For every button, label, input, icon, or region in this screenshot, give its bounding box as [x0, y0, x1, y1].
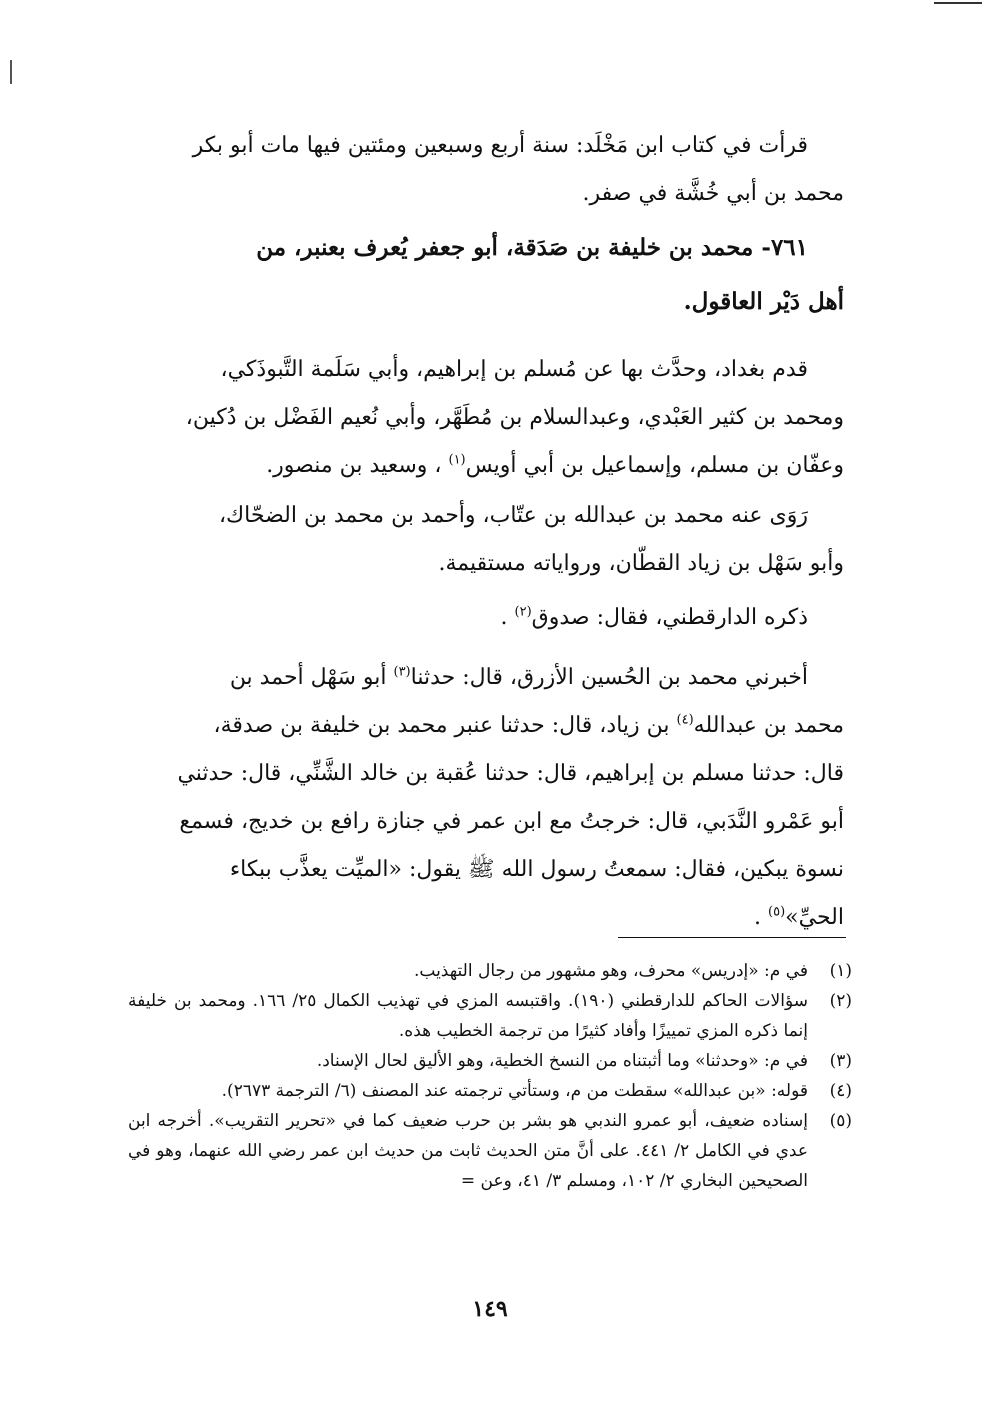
footnote-number: (٢)	[829, 991, 852, 1011]
hadith-line-6a: الحيِّ»	[785, 905, 844, 930]
footnote-2	[128, 986, 852, 1046]
bio-line-3	[128, 442, 844, 490]
footnote-1	[128, 956, 852, 986]
footnote-ref-3: (٣)	[393, 664, 411, 680]
footnote-3	[128, 1046, 852, 1076]
footnote-ref-2: (٢)	[514, 604, 532, 620]
footnote-5	[128, 1106, 852, 1196]
footnote-text: سؤالات الحاكم للدارقطني (١٩٠). واقتبسه المزي في تهذيب الكمال ٢٥/ ١٦٦. ومحمد بن خليفة إنما ذكره المزي تمييزًا وأفاد كثيرًا من ترجمة الخطيب هذه.	[128, 991, 808, 1041]
footnote-text: قوله: «بن عبدالله» سقطت من م، وستأتي ترجمته عند المصنف (٦/ الترجمة ٢٦٧٣).	[221, 1081, 808, 1101]
grading-line	[128, 594, 844, 642]
bio-line-3-end: ، وسعيد بن منصور.	[266, 453, 442, 478]
footnote-ref-5: (٥)	[768, 904, 786, 920]
hadith-line-2b: بن زياد، قال: حدثنا عنبر محمد بن خليفة بن صدقة،	[213, 713, 670, 738]
hadith-line-6	[128, 894, 844, 942]
footnote-ref-4: (٤)	[676, 712, 694, 728]
intro-line-2: محمد بن أبي خُشَّة في صفر.	[582, 181, 844, 206]
footnote-ref-1: (١)	[448, 452, 466, 468]
footnote-text: إسناده ضعيف، أبو عمرو الندبي هو بشر بن حرب ضعيف كما في «تحرير التقريب». أخرجه ابن عدي في الكامل ٢/ ٤٤١. على أنَّ متن الحديث ثابت من حديث ابن عمر رضي الله عنهما، وهو في الصحيحين البخاري ٢/ ١٠٢، ومسلم ٣/ ٤١، وعن =	[128, 1111, 808, 1191]
hadith-paragraph	[128, 654, 844, 942]
footnote-number: (١)	[829, 961, 852, 981]
page-number: ١٤٩	[472, 1296, 508, 1322]
grading-end: .	[500, 605, 508, 630]
hadith-line-2	[128, 702, 844, 750]
entry-heading-line-1: ٧٦١- محمد بن خليفة بن صَدَقة، أبو جعفر يُعرف بعنبر، من	[256, 234, 808, 261]
hadith-line-1a: أخبرني محمد بن الحُسين الأزرق، قال: حدثنا	[410, 665, 808, 690]
footnote-text: في م: «إدريس» محرف، وهو مشهور من رجال التهذيب.	[413, 961, 808, 981]
bio-line-2: ومحمد بن كثير العَبْدي، وعبدالسلام بن مُطَهَّر، وأبي نُعيم الفَضْل بن دُكين،	[185, 405, 844, 430]
scan-edge-mark-left	[10, 60, 12, 84]
footnote-number: (٣)	[829, 1051, 852, 1071]
entry-heading-line-2: أهل دَيْر العاقول.	[683, 288, 844, 315]
narrators-line-1: رَوَى عنه محمد بن عبدالله بن عتّاب، وأحمد بن محمد بن الضحّاك،	[218, 503, 808, 528]
hadith-line-1	[128, 654, 844, 702]
biography-paragraph	[128, 346, 844, 490]
intro-line-1: قرأت في كتاب ابن مَخْلَد: سنة أربع وسبعين ومئتين فيها مات أبو بكر	[192, 133, 808, 158]
footnote-number: (٥)	[829, 1111, 852, 1131]
hadith-line-1b: أبو سَهْل أحمد بن	[229, 665, 387, 690]
scan-edge-mark	[934, 2, 982, 4]
footnote-text: في م: «وحدثنا» وما أثبتناه من النسخ الخطية، وهو الأليق لحال الإسناد.	[316, 1051, 808, 1071]
hadith-line-3: قال: حدثنا مسلم بن إبراهيم، قال: حدثنا عُقبة بن خالد الشَّنِّي، قال: حدثني	[177, 761, 844, 786]
grading-paragraph	[128, 594, 844, 642]
bio-line-1: قدم بغداد، وحدَّث بها عن مُسلم بن إبراهيم، وأبي سَلَمة التَّبوذَكي،	[220, 357, 808, 382]
footnote-separator	[618, 937, 846, 938]
hadith-line-5: نسوة يبكين، فقال: سمعتُ رسول الله ﷺ يقول: «الميِّت يعذَّب ببكاء	[229, 857, 844, 882]
hadith-line-2a: محمد بن عبدالله	[693, 713, 844, 738]
intro-paragraph	[128, 122, 844, 218]
hadith-line-4: أبو عَمْرو النَّدَبي، قال: خرجتُ مع ابن عمر في جنازة رافع بن خديج، فسمع	[179, 809, 844, 834]
footnotes	[128, 956, 852, 1196]
bio-line-3-text: وعفّان بن مسلم، وإسماعيل بن أبي أويس	[465, 453, 844, 478]
narrators-paragraph	[128, 492, 844, 588]
grading-text: ذكره الدارقطني، فقال: صدوق	[531, 605, 808, 630]
footnote-number: (٤)	[829, 1081, 852, 1101]
narrators-line-2: وأبو سَهْل بن زياد القطّان، ورواياته مستقيمة.	[438, 551, 844, 576]
footnote-4	[128, 1076, 852, 1106]
entry-heading	[128, 221, 844, 329]
hadith-line-6-end: .	[754, 905, 762, 930]
